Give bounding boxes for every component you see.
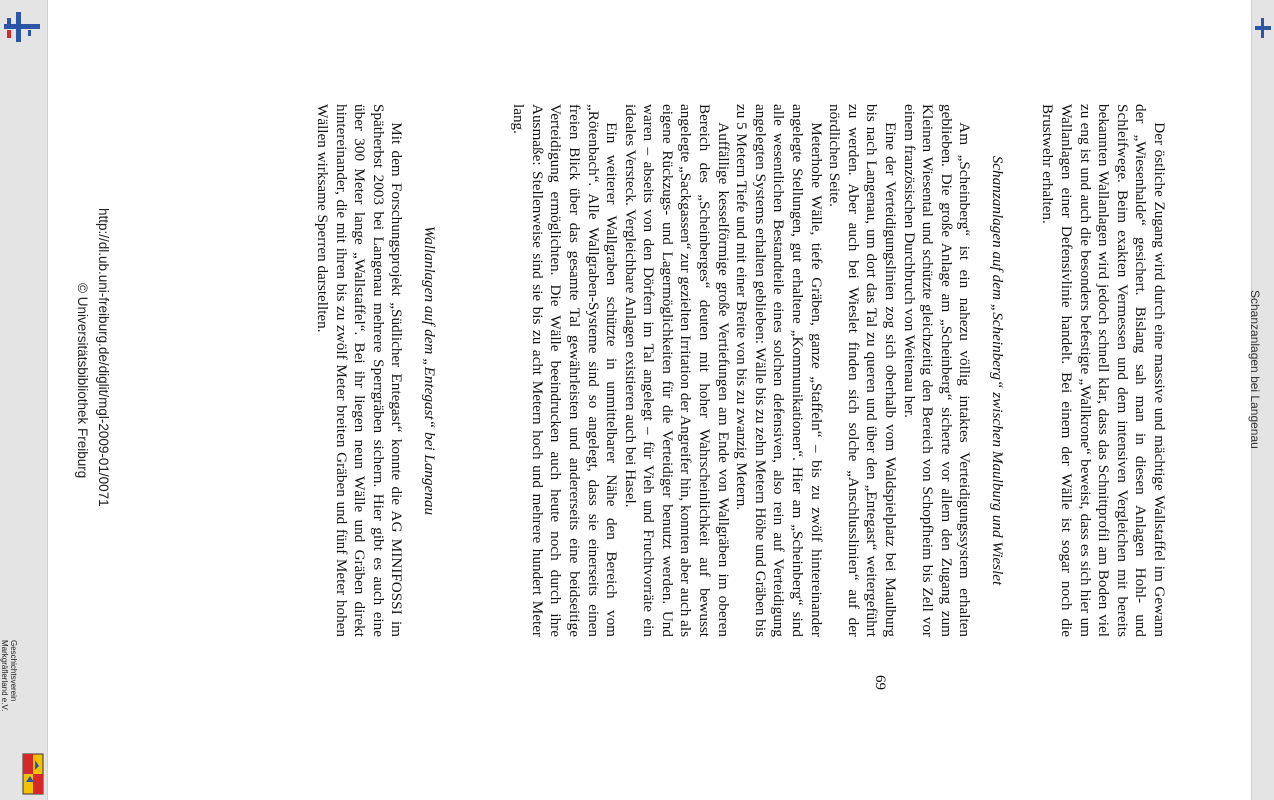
paragraph: Der östliche Zugang wird durch eine massive und mächtige Wallstaffel im Gewann der „Wiesenhalde“ gesichert. Bislang sah man in diesen Anlagen Hohl- und Schleifwege. Beim exakten Vermessen und dem intensiven Vergleichen mit bereits bekannten Wallanlagen wird jedoch schnell klar, dass das Schnittprofil am Boden viel zu eng ist und auch die besonders befestigte „Wallkrone“ beweist, dass es sich hier um Wallanlagen einer Defensivlinie handelt. Bei einem der Wälle ist sogar noch die Brustwehr erhalten. <box>1039 104 1168 637</box>
paragraph: Ein weiterer Wallgraben schützte in unmittelbarer Nähe den Bereich vom „Rötenbach“. Alle Wallgraben-Systeme sind so angelegt, dass sie einerseits einen freien Blick über das gesamte Tal gewährleisten und andererseits eine beidseitige Verteidigung ermöglichten. Die Wälle beeindrucken auch heute noch durch ihre Ausmaße: Stellenweise sind sie bis zu acht Metern hoch und mehrere hundert Meter lang. <box>510 104 621 637</box>
society-name-line1: Geschichtsverein <box>9 640 18 702</box>
society-name <box>0 640 18 800</box>
library-logo-icon <box>4 10 40 46</box>
paragraph: Auffällige kesselförmige große Vertiefungen am Ende von Wallgräben im oberen Bereich des „Scheinberges“ deuten mit hoher Wahrscheinlichkeit auf bewusst angelegte „Sackgassen“ zur gezielten Irritation der Angreifer hin, konnten aber auch als eigene Rückzugs- und Lagermöglichkeiten für die Verteidiger benutzt werden. Und waren – abseits von den Dörfern im Tal angelegt – für Vieh und Fruchtvorräte ein ideales Versteck. Vergleichbare Anlagen existieren auch bei Hasel. <box>621 104 732 638</box>
section-heading: Wallanlagen auf dem „Entegast“ bei Langenau <box>421 225 438 516</box>
section-heading: Schanzanlagen auf dem „Scheinberg“ zwischen Maulburg und Wieslet <box>989 155 1006 586</box>
body-text-top <box>1038 104 1168 637</box>
paragraph: Mit dem Forschungsprojekt „Südlicher Entegast“ konnte die AG MINIFOSSI im Spätherbst 2003 bei Langenau mehrere Sperrgräben sichern. Hier gibt es auch eine über 300 Meter lange „Wallstaffel“. Bei ihr liegen neun Wälle und Gräben direkt hintereinander, die mit ihren bis zu zwölf Meter breiten Gräben und fünf Meter hohen Wällen wirksame Sperren darstellten. <box>314 104 406 637</box>
running-header: Schanzanlagen bei Langenau <box>1248 290 1262 449</box>
paragraph: Eine der Verteidigungslinien zog sich oberhalb vom Waldspielplatz bei Maulburg bis nach Langenau, um dort das Tal zu queren und über den „Entegast“ weitergeführt zu werden. Aber auch bei Wieslet finden sich solche „Anschlusslinien“ auf der nördlichen Seite. <box>826 104 900 637</box>
source-url-link[interactable]: http://dl.ub.uni-freiburg.de/diglit/mgl-2009-01/0071 <box>96 208 111 507</box>
scanned-page <box>48 0 1262 800</box>
copyright-notice: © Universitätsbibliothek Freiburg <box>75 283 90 479</box>
paragraph: Meterhohe Wälle, tiefe Gräben, ganze „Staffeln“ – bis zu zwölf hintereinander angelegte Stellungen, gut erhaltene „Kommunikationen“. Hier am „Scheinberg“ sind alle wesentlichen Bestandteile eines solchen defensiven, also rein auf Verteidigung angelegten Systems erhalten geblieben: Wälle bis zu zehn Metern Höhe und Gräben bis zu 5 Metern Tiefe und mit einer Breite von bis zu zwanzig Metern. <box>733 104 825 637</box>
body-text-middle <box>509 104 1020 637</box>
body-text-bottom <box>312 104 452 637</box>
page-number: 69 <box>872 675 888 690</box>
paragraph: Am „Scheinberg“ ist ein nahezu völlig intaktes Verteidigungssystem erhalten geblieben. Die große Anlage am „Scheinberg“ sicherte vor allem den Zugang zum Kleinen Wiesental und schützte gleichzeitig den Bereich von Schopfheim bis Zell vor einem französischen Durchbruch von Weitenau her. <box>900 104 974 637</box>
coat-of-arms-icon <box>22 752 44 796</box>
rotated-page-content <box>48 0 1262 800</box>
library-logo-fragment-icon <box>1255 18 1271 38</box>
society-name-line2: Markgräflerland e.V. <box>0 640 9 712</box>
